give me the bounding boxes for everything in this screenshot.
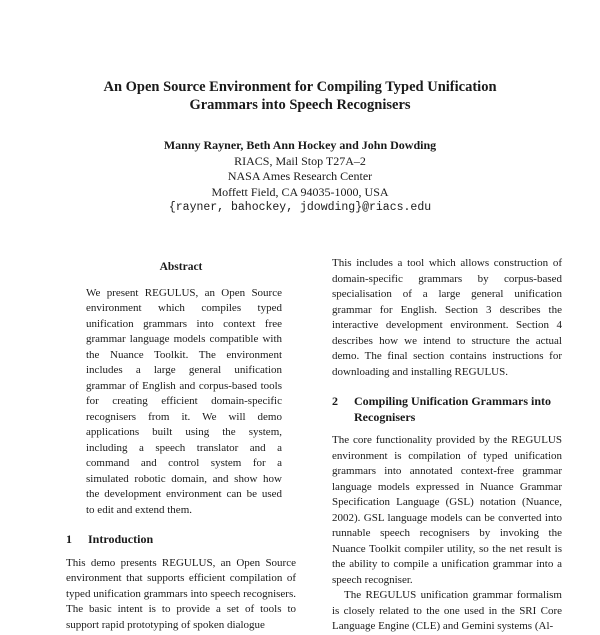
author-names: Manny Rayner, Beth Ann Hockey and John Dowding <box>163 138 437 152</box>
paper-title <box>80 78 520 114</box>
section-2-heading <box>332 394 562 425</box>
title-line-1: An Open Source Environment for Compiling Typed Unification <box>103 79 497 95</box>
section-1-number: 1 <box>66 532 72 546</box>
author-emails: {rayner, bahockey, jdowding}@riacs.edu <box>168 201 432 214</box>
abstract-text: We present REGULUS, an Open Source environment which compiles typed unification grammars into context free grammar language models compatible with the Nuance Toolkit. The environment includes a large general unification grammar of English and corpus-based tools for creating efficient domain-specific recognisers from it. We will demo applications built using the system, including a speech translator and a command and control system for a simulated robotic domain, and show how the development environment can be used to edit and extend them. <box>86 286 282 516</box>
affiliation-line-3: Moffett Field, CA 94035-1000, USA <box>211 184 389 199</box>
section-2-paragraph-1: The core functionality provided by the REGULUS environment is compilation of typed unification grammars into annotated context-free grammar language models expressed in Nuance Grammar Specification Language (GSL) notation (Nuance, 2002). GSL language models can be converted into runnable speech recognisers by invoking the Nuance Toolkit compiler utility, so the net result is the ability to compile a unification grammar into a speech recogniser. <box>332 434 562 586</box>
intro-paragraph: This demo presents REGULUS, an Open Source environment that supports efficient compilation of typed unification grammars into speech recognisers. The basic intent is to provide a set of tools to support rapid prototyping of spoken dialogue <box>66 556 296 631</box>
affiliation-line-1: RIACS, Mail Stop T27A–2 <box>234 153 366 168</box>
section-1-heading <box>66 532 296 548</box>
right-column <box>332 256 562 635</box>
title-line-2: Grammars into Speech Recognisers <box>189 97 411 113</box>
section-1-title: Introduction <box>88 532 154 546</box>
author-block <box>80 138 520 216</box>
affiliation-line-2: NASA Ames Research Center <box>227 169 373 183</box>
section-2-paragraph-2: The REGULUS unification grammar formalism is closely related to the one used in the SRI Core Language Engine (CLE) and Gemini systems (Al- <box>332 589 562 632</box>
section-2-number: 2 <box>332 394 338 408</box>
section-2-title: Compiling Unification Grammars into Recognisers <box>354 394 551 424</box>
intro-continuation: This includes a tool which allows construction of domain-specific grammars by corpus-based specialisation of a large general unification grammar for English. Section 3 describes the interactive development environment. Section 4 describes how we intend to structure the actual demo. The final section contains instructions for downloading and installing REGULUS. <box>332 257 562 378</box>
left-column <box>66 256 296 633</box>
abstract-heading: Abstract <box>159 261 203 273</box>
